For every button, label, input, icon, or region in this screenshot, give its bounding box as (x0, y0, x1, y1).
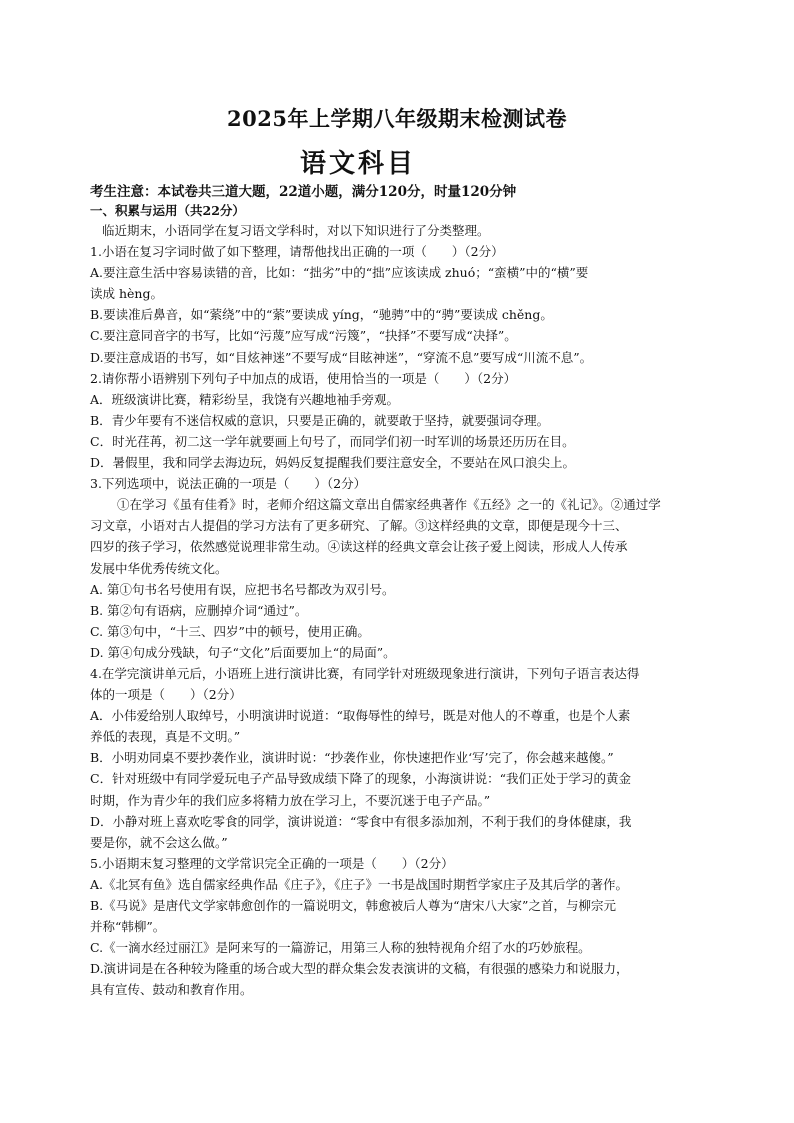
question-4-option-d-cont: 要是你，就不会这么做。” (90, 834, 228, 850)
question-1-option-c: C.要注意同音字的书写，比如“污蔑”应写成“污篾”，“抉择”不要写成“决择”。 (90, 328, 517, 344)
question-4-option-c-cont: 时期，作为青少年的我们应多将精力放在学习上，不要沉迷于电子产品。” (90, 792, 491, 808)
question-1-option-d: D.要注意成语的书写，如“目炫神迷”不要写成“目眩神迷”，“穿流不息”要写成“川流不息”。 (90, 349, 593, 365)
question-body (90, 220, 704, 1000)
question-4-option-c: C．针对班级中有同学爱玩电子产品导致成绩下降了的现象，小海演讲说：“我们正处于学习的黄金 (90, 771, 631, 787)
question-2-stem: 2.请你帮小语辨别下列句子中加点的成语，使用恰当的一项是（ ）（2分） (90, 370, 517, 386)
question-4-stem-cont: 体的一项是（ ）（2分） (90, 687, 242, 703)
question-5-option-c: C.《一滴水经过丽江》是阿来写的一篇游记，用第三人称的独特视角介绍了水的巧妙旅程。 (90, 940, 591, 956)
question-1-option-b: B.要读准后鼻音，如“萦绕”中的“萦”要读成 yíng，“驰骋”中的“骋”要读成 chěng。 (90, 307, 553, 323)
question-3-passage: ①在学习《虽有佳肴》时，老师介绍这篇文章出自儒家经典著作《五经》之一的《礼记》。②通过学 (117, 497, 661, 513)
question-2-option-c: C．时光荏苒，初二这一学年就要画上句号了，而同学们初一时军训的场景还历历在目。 (90, 433, 575, 449)
question-4-option-a-cont: 养低的表现，真是不文明。” (90, 729, 241, 745)
exam-title: 2025年上学期八年级期末检测试卷 (227, 106, 567, 131)
question-3-option-a: A. 第①句书名号使用有误，应把书名号都改为双引号。 (90, 581, 395, 597)
question-2-option-a: A．班级演讲比赛，精彩纷呈，我饶有兴趣地袖手旁观。 (90, 391, 400, 407)
question-3-option-b: B. 第②句有语病，应删掉介词“通过”。 (90, 602, 308, 618)
question-2-option-d: D．暑假里，我和同学去海边玩，妈妈反复提醒我们要注意安全，不要站在风口浪尖上。 (90, 455, 576, 471)
question-5-option-d: D.演讲词是在各种较为隆重的场合或大型的群众集会发表演讲的文稿，有很强的感染力和说服力， (90, 961, 629, 977)
question-4-option-d: D．小静对班上喜欢吃零食的同学，演讲说道：“零食中有很多添加剂，不利于我们的身体健康，我 (90, 813, 632, 829)
subject-title: 语文科目 (300, 149, 417, 179)
question-1-stem: 1.小语在复习字词时做了如下整理，请帮他找出正确的一项（ ）（2分） (90, 244, 504, 260)
question-3-passage-cont: 习文章，小语对古人提倡的学习方法有了更多研究、了解。③这样经典的文章，即便是现今十三、 (90, 518, 628, 534)
question-5-stem: 5.小语期末复习整理的文学常识完全正确的一项是（ ）（2分） (90, 855, 454, 871)
question-3-passage-cont: 四岁的孩子学习，依然感觉说理非常生动。④读这样的经典文章会让孩子爱上阅读，形成人人传承 (90, 539, 628, 555)
section-heading: 一、积累与运用（共22分） (90, 203, 245, 218)
question-3-stem: 3.下列选项中，说法正确的一项是（ ）（2分） (90, 476, 367, 492)
question-2-option-b: B．青少年要有不迷信权威的意识，只要是正确的，就要敢于坚持，就要强词夺理。 (90, 412, 550, 428)
question-5-option-b-cont: 并称“韩柳”。 (90, 919, 166, 935)
question-4-stem: 4.在学完演讲单元后，小语班上进行演讲比赛，有同学针对班级现象进行演讲，下列句子语言表达得 (90, 665, 640, 681)
question-5-option-b: B.《马说》是唐代文学家韩愈创作的一篇说明文，韩愈被后人尊为“唐宋八大家”之首，与柳宗元 (90, 898, 616, 913)
question-4-option-b: B．小明劝同桌不要抄袭作业，演讲时说：“抄袭作业，你快速把作业‘写’完了，你会越来越傻。” (90, 750, 614, 766)
question-3-option-d: D. 第④句成分残缺，句子“文化”后面要加上“的局面”。 (90, 644, 396, 660)
question-3-passage-cont: 发展中华优秀传统文化。 (90, 560, 228, 576)
question-5-option-a: A.《北冥有鱼》选自儒家经典作品《庄子》，《庄子》一书是战国时期哲学家庄子及其后学的著作。 (90, 876, 629, 892)
question-4-option-a: A．小伟爱给别人取绰号，小明演讲时说道：“取侮辱性的绰号，既是对他人的不尊重，也是个人素 (90, 708, 631, 724)
intro-line: 临近期末，小语同学在复习语文学科时，对以下知识进行了分类整理。 (102, 223, 490, 238)
exam-notice: 考生注意：本试卷共三道大题，22道小题，满分120分，时量120分钟 (90, 184, 517, 200)
question-5-option-d-cont: 具有宣传、鼓动和教育作用。 (90, 982, 253, 998)
question-1-option-a: A.要注意生活中容易读错的音，比如：“拙劣”中的“拙”应该读成 zhuó；“蛮横”中的“横”要 (90, 265, 589, 281)
question-1-option-a-cont: 读成 hèng。 (90, 286, 163, 302)
question-3-option-c: C. 第③句中，“十三、四岁”中的顿号，使用正确。 (90, 623, 370, 639)
